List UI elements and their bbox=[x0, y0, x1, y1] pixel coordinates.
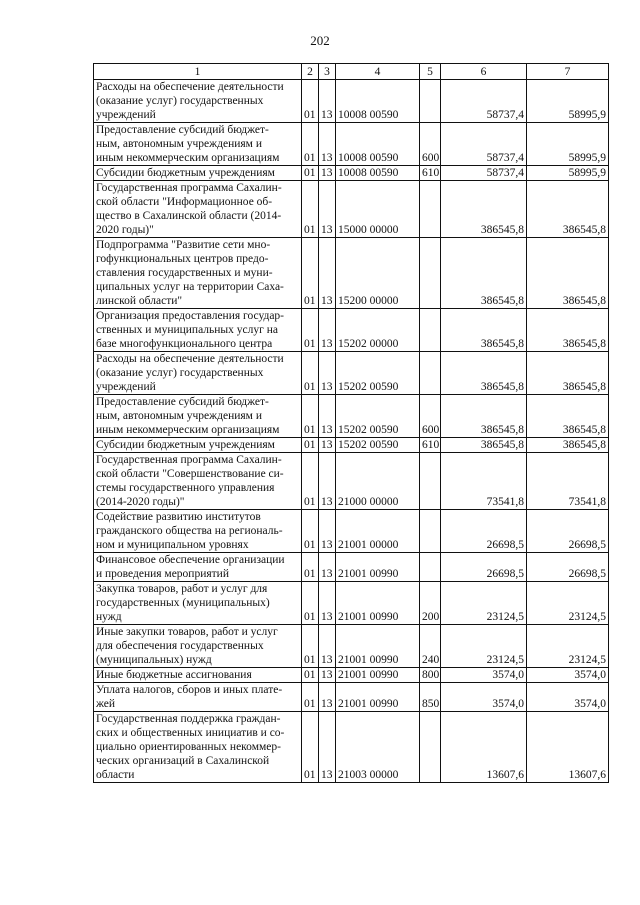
table-body bbox=[94, 80, 609, 783]
amount-year-1: 58737,4 bbox=[441, 166, 527, 181]
target-article-code: 15202 00000 bbox=[336, 309, 420, 352]
expense-type-code bbox=[420, 712, 441, 783]
row-name: Государственная программа Сахалин- ской области "Информационное об- щество в Сахалинской области (2014- 2020 годы)" bbox=[94, 181, 302, 238]
target-article-code: 21001 00990 bbox=[336, 553, 420, 582]
target-article-code: 15202 00590 bbox=[336, 395, 420, 438]
amount-year-2: 13607,6 bbox=[527, 712, 609, 783]
expense-type-code bbox=[420, 453, 441, 510]
header-cell-3: 3 bbox=[319, 64, 336, 80]
table-row bbox=[94, 80, 609, 123]
header-cell-1: 1 bbox=[94, 64, 302, 80]
table-row bbox=[94, 510, 609, 553]
table-row bbox=[94, 553, 609, 582]
row-name: Содействие развитию институтов гражданского общества на региональ- ном и муниципальном уровнях bbox=[94, 510, 302, 553]
subsection-code: 13 bbox=[319, 625, 336, 668]
section-code: 01 bbox=[302, 238, 319, 309]
section-code: 01 bbox=[302, 683, 319, 712]
subsection-code: 13 bbox=[319, 80, 336, 123]
amount-year-2: 26698,5 bbox=[527, 553, 609, 582]
expense-type-code: 800 bbox=[420, 668, 441, 683]
header-cell-7: 7 bbox=[527, 64, 609, 80]
subsection-code: 13 bbox=[319, 123, 336, 166]
amount-year-1: 3574,0 bbox=[441, 683, 527, 712]
section-code: 01 bbox=[302, 553, 319, 582]
amount-year-1: 73541,8 bbox=[441, 453, 527, 510]
expense-type-code bbox=[420, 352, 441, 395]
expense-type-code bbox=[420, 238, 441, 309]
subsection-code: 13 bbox=[319, 553, 336, 582]
target-article-code: 21001 00990 bbox=[336, 582, 420, 625]
row-name: Предоставление субсидий бюджет- ным, автономным учреждениям и иным некоммерческим организациям bbox=[94, 123, 302, 166]
expense-type-code: 610 bbox=[420, 166, 441, 181]
target-article-code: 15200 00000 bbox=[336, 238, 420, 309]
section-code: 01 bbox=[302, 712, 319, 783]
amount-year-2: 386545,8 bbox=[527, 309, 609, 352]
subsection-code: 13 bbox=[319, 453, 336, 510]
amount-year-2: 386545,8 bbox=[527, 438, 609, 453]
expense-type-code bbox=[420, 309, 441, 352]
table-row bbox=[94, 166, 609, 181]
row-name: Финансовое обеспечение организации и проведения мероприятий bbox=[94, 553, 302, 582]
table-row bbox=[94, 582, 609, 625]
amount-year-2: 58995,9 bbox=[527, 123, 609, 166]
expense-type-code bbox=[420, 553, 441, 582]
section-code: 01 bbox=[302, 123, 319, 166]
row-name: Субсидии бюджетным учреждениям bbox=[94, 438, 302, 453]
subsection-code: 13 bbox=[319, 438, 336, 453]
amount-year-2: 386545,8 bbox=[527, 238, 609, 309]
amount-year-1: 26698,5 bbox=[441, 553, 527, 582]
table-row bbox=[94, 625, 609, 668]
target-article-code: 10008 00590 bbox=[336, 80, 420, 123]
amount-year-2: 73541,8 bbox=[527, 453, 609, 510]
subsection-code: 13 bbox=[319, 309, 336, 352]
section-code: 01 bbox=[302, 453, 319, 510]
row-name: Иные бюджетные ассигнования bbox=[94, 668, 302, 683]
amount-year-2: 58995,9 bbox=[527, 80, 609, 123]
amount-year-2: 26698,5 bbox=[527, 510, 609, 553]
amount-year-1: 13607,6 bbox=[441, 712, 527, 783]
amount-year-1: 23124,5 bbox=[441, 625, 527, 668]
amount-year-1: 386545,8 bbox=[441, 395, 527, 438]
table-row bbox=[94, 181, 609, 238]
target-article-code: 21001 00990 bbox=[336, 668, 420, 683]
section-code: 01 bbox=[302, 438, 319, 453]
expense-type-code bbox=[420, 181, 441, 238]
table-row bbox=[94, 395, 609, 438]
section-code: 01 bbox=[302, 80, 319, 123]
expense-type-code: 240 bbox=[420, 625, 441, 668]
table-row bbox=[94, 453, 609, 510]
subsection-code: 13 bbox=[319, 181, 336, 238]
section-code: 01 bbox=[302, 582, 319, 625]
row-name: Организация предоставления государ- ственных и муниципальных услуг на базе многофункционального центра bbox=[94, 309, 302, 352]
expense-type-code: 600 bbox=[420, 395, 441, 438]
amount-year-1: 3574,0 bbox=[441, 668, 527, 683]
expense-type-code: 850 bbox=[420, 683, 441, 712]
header-cell-4: 4 bbox=[336, 64, 420, 80]
amount-year-1: 386545,8 bbox=[441, 438, 527, 453]
target-article-code: 15202 00590 bbox=[336, 438, 420, 453]
amount-year-2: 386545,8 bbox=[527, 181, 609, 238]
target-article-code: 21000 00000 bbox=[336, 453, 420, 510]
section-code: 01 bbox=[302, 668, 319, 683]
row-name: Расходы на обеспечение деятельности (оказание услуг) государственных учреждений bbox=[94, 80, 302, 123]
table-row bbox=[94, 668, 609, 683]
subsection-code: 13 bbox=[319, 683, 336, 712]
table-row bbox=[94, 683, 609, 712]
header-cell-5: 5 bbox=[420, 64, 441, 80]
section-code: 01 bbox=[302, 352, 319, 395]
table-row bbox=[94, 123, 609, 166]
subsection-code: 13 bbox=[319, 668, 336, 683]
section-code: 01 bbox=[302, 395, 319, 438]
amount-year-1: 58737,4 bbox=[441, 123, 527, 166]
expense-type-code bbox=[420, 80, 441, 123]
table-row bbox=[94, 309, 609, 352]
amount-year-1: 58737,4 bbox=[441, 80, 527, 123]
budget-table bbox=[93, 63, 609, 783]
amount-year-1: 26698,5 bbox=[441, 510, 527, 553]
row-name: Предоставление субсидий бюджет- ным, автономным учреждениям и иным некоммерческим организациям bbox=[94, 395, 302, 438]
section-code: 01 bbox=[302, 510, 319, 553]
page-number: 202 bbox=[310, 33, 330, 48]
header-cell-2: 2 bbox=[302, 64, 319, 80]
subsection-code: 13 bbox=[319, 238, 336, 309]
subsection-code: 13 bbox=[319, 712, 336, 783]
amount-year-1: 386545,8 bbox=[441, 352, 527, 395]
table-row bbox=[94, 352, 609, 395]
row-name: Иные закупки товаров, работ и услуг для обеспечения государственных (муниципальных) нужд bbox=[94, 625, 302, 668]
row-name: Субсидии бюджетным учреждениям bbox=[94, 166, 302, 181]
amount-year-1: 386545,8 bbox=[441, 238, 527, 309]
target-article-code: 21003 00000 bbox=[336, 712, 420, 783]
amount-year-2: 23124,5 bbox=[527, 582, 609, 625]
target-article-code: 21001 00990 bbox=[336, 683, 420, 712]
amount-year-2: 386545,8 bbox=[527, 395, 609, 438]
header-row bbox=[94, 64, 609, 80]
table-row bbox=[94, 438, 609, 453]
table-row bbox=[94, 712, 609, 783]
row-name: Уплата налогов, сборов и иных плате- жей bbox=[94, 683, 302, 712]
target-article-code: 15000 00000 bbox=[336, 181, 420, 238]
section-code: 01 bbox=[302, 181, 319, 238]
amount-year-2: 3574,0 bbox=[527, 668, 609, 683]
expense-type-code: 610 bbox=[420, 438, 441, 453]
row-name: Закупка товаров, работ и услуг для государственных (муниципальных) нужд bbox=[94, 582, 302, 625]
amount-year-2: 23124,5 bbox=[527, 625, 609, 668]
expense-type-code: 600 bbox=[420, 123, 441, 166]
amount-year-2: 58995,9 bbox=[527, 166, 609, 181]
target-article-code: 10008 00590 bbox=[336, 166, 420, 181]
amount-year-2: 3574,0 bbox=[527, 683, 609, 712]
row-name: Государственная программа Сахалин- ской области "Совершенствование си- стемы государственного управления (2014-2020 годы)" bbox=[94, 453, 302, 510]
table-header bbox=[94, 64, 609, 80]
target-article-code: 15202 00590 bbox=[336, 352, 420, 395]
amount-year-2: 386545,8 bbox=[527, 352, 609, 395]
section-code: 01 bbox=[302, 166, 319, 181]
subsection-code: 13 bbox=[319, 510, 336, 553]
subsection-code: 13 bbox=[319, 166, 336, 181]
subsection-code: 13 bbox=[319, 352, 336, 395]
amount-year-1: 386545,8 bbox=[441, 309, 527, 352]
expense-type-code: 200 bbox=[420, 582, 441, 625]
target-article-code: 21001 00990 bbox=[336, 625, 420, 668]
section-code: 01 bbox=[302, 309, 319, 352]
row-name: Расходы на обеспечение деятельности (оказание услуг) государственных учреждений bbox=[94, 352, 302, 395]
expense-type-code bbox=[420, 510, 441, 553]
section-code: 01 bbox=[302, 625, 319, 668]
table-row bbox=[94, 238, 609, 309]
header-cell-6: 6 bbox=[441, 64, 527, 80]
row-name: Подпрограмма "Развитие сети мно- гофункциональных центров предо- ставления государственных и муни- ципальных услуг на территории Саха- линской области" bbox=[94, 238, 302, 309]
amount-year-1: 386545,8 bbox=[441, 181, 527, 238]
subsection-code: 13 bbox=[319, 395, 336, 438]
target-article-code: 10008 00590 bbox=[336, 123, 420, 166]
row-name: Государственная поддержка граждан- ских и общественных инициатив и со- циально ориентированных некоммер- ческих организаций в Сахалинской области bbox=[94, 712, 302, 783]
subsection-code: 13 bbox=[319, 582, 336, 625]
amount-year-1: 23124,5 bbox=[441, 582, 527, 625]
target-article-code: 21001 00000 bbox=[336, 510, 420, 553]
